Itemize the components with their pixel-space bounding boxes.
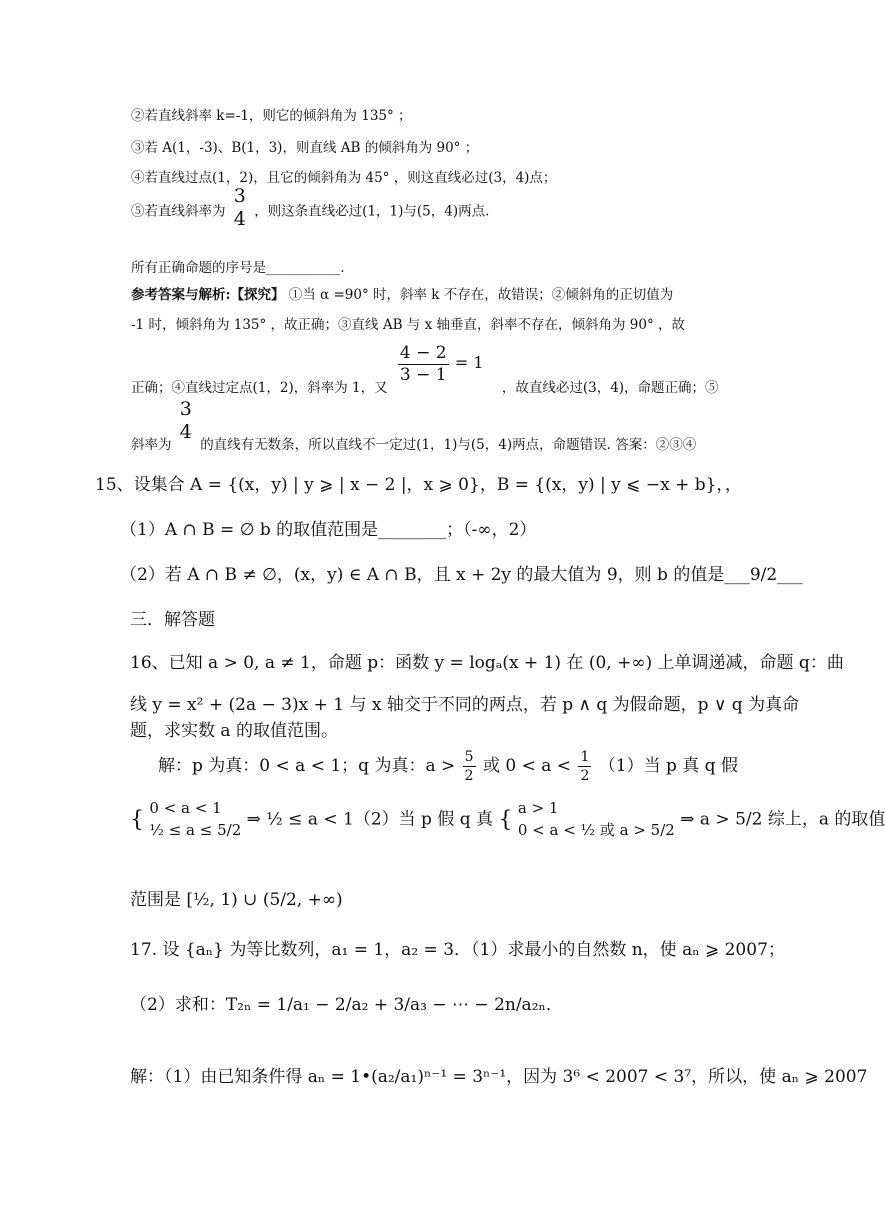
item-5-num: 3 (233, 185, 246, 207)
q16-line-2: 线 y = x² + (2a − 3)x + 1 与 x 轴交于不同的两点，若 p ∧ q 为假命题，p ∨ q 为真命 (130, 695, 800, 715)
answer-fraction-den: 3 − 1 (399, 365, 447, 385)
section-heading: 三．解答题 (130, 610, 215, 630)
answer-fraction (398, 345, 449, 384)
answer-text-3-pre: 正确；④直线过定点(1，2)，斜率为 1，又 (131, 380, 388, 396)
answer-line-1 (131, 283, 673, 303)
q16-frac-1-den: 2 (464, 768, 474, 784)
q16-brace-1-open: { (130, 807, 144, 833)
answer-line-4-num: 3 (179, 398, 192, 420)
item-5-fraction (232, 187, 248, 229)
q16-solution-1 (158, 750, 738, 783)
q16-brace-2-bottom: 0 < a < ½ 或 a > 5/2 (517, 820, 675, 839)
q16-frac-2-den: 2 (580, 768, 590, 784)
q16-line-3: 题，求实数 a 的取值范围。 (130, 721, 338, 741)
q16-solution-3: 范围是 [½, 1) ∪ (5/2, +∞) (130, 890, 343, 910)
answer-text-1: ①当 α =90° 时，斜率 k 不存在，故错误；②倾斜角的正切值为 (284, 287, 674, 303)
answer-line-4 (131, 398, 697, 453)
answer-fraction-num: 4 − 2 (399, 343, 447, 363)
answer-text-3-post: ，故直线必过(3，4)，命题正确；⑤ (501, 380, 719, 396)
q17-line-3: 解：（1）由已知条件得 aₙ = 1•(a₂/a₁)ⁿ⁻¹ = 3ⁿ⁻¹，因为 3⁶ < 2007 < 3⁷，所以，使 aₙ ⩾ 2007 (130, 1067, 868, 1087)
q17-line-2: （2）求和：T₂ₙ = 1/a₁ − 2/a₂ + 3/a₃ − ⋯ − 2n/a₂ₙ． (130, 995, 563, 1015)
item-4: ④若直线过点(1，2)，且它的倾斜角为 45° ，则这直线必过(3，4)点； (131, 170, 557, 186)
item-2: ②若直线斜率 k=-1，则它的倾斜角为 135° ； (131, 108, 412, 124)
item-3: ③若 A(1，-3)、B(1，3)，则直线 AB 的倾斜角为 90° ； (131, 140, 479, 156)
answer-fraction-eq: = 1 (454, 353, 484, 372)
q16-sol-pre: 解：p 为真：0 < a < 1；q 为真：a > (158, 756, 456, 776)
q15-part-2: （2）若 A ∩ B ≠ ∅，(x，y) ∈ A ∩ B，且 x + 2y 的最大值为 9，则 b 的值是___9/2___ (120, 565, 803, 585)
item-5-pre: ⑤若直线斜率为 (131, 203, 226, 220)
q16-sol-post: （1）当 p 真 q 假 (598, 756, 738, 776)
q16-sol-mid: 或 0 < a < (482, 756, 572, 776)
q16-sol-2b: ⇒ a > 5/2 综上，a 的取值 (680, 809, 885, 830)
answer-line-3 (131, 343, 719, 396)
q16-brace-1-bottom: ½ ≤ a ≤ 5/2 (149, 820, 242, 839)
q16-brace-2 (518, 798, 675, 842)
q17-line-1: 17. 设 {aₙ} 为等比数列，a₁ = 1，a₂ = 3．（1）求最小的自然数 n，使 aₙ ⩾ 2007； (130, 940, 785, 960)
answer-line-4-fraction (178, 400, 194, 442)
answer-text-4-post: 的直线有无数条，所以直线不一定过(1，1)与(5，4)两点，命题错误. 答案：②③④ (200, 436, 697, 453)
q16-frac-1 (463, 750, 476, 783)
q16-brace-1-top: 0 < a < 1 (149, 799, 222, 817)
q16-brace-2-open: { (498, 807, 513, 833)
item-5-den: 4 (233, 208, 246, 230)
q16-sol-2a: ⇒ ½ ≤ a < 1（2）当 p 假 q 真 (246, 809, 494, 830)
q16-frac-2-num: 1 (580, 749, 590, 765)
item-5-post: ，则这条直线必过(1，1)与(5，4)两点. (254, 203, 490, 220)
q16-brace-2-top: a > 1 (517, 799, 559, 817)
q16-brace-1 (149, 798, 241, 842)
q16-frac-2 (578, 750, 591, 783)
answer-line-2: -1 时，倾斜角为 135° ，故正确；③直线 AB 与 x 轴垂直，斜率不存在，倾斜角为 90° ，故 (131, 317, 686, 333)
answer-line-4-den: 4 (179, 421, 192, 443)
correct-prompt: 所有正确命题的序号是___________. (131, 260, 345, 276)
answer-text-4-pre: 斜率为 (131, 436, 172, 453)
answer-label: 参考答案与解析:【探究】 (131, 287, 285, 303)
item-5 (131, 185, 490, 230)
q15-heading: 15、设集合 A = {(x，y) | y ⩾ | x − 2 |，x ⩾ 0}，B = {(x，y) | y ⩽ −x + b}，， (95, 475, 742, 495)
q16-frac-1-num: 5 (464, 749, 474, 765)
q15-part-1: （1）A ∩ B = ∅ b 的取值范围是________；（-∞，2） (120, 520, 537, 540)
q16-solution-2 (130, 798, 885, 842)
q16-line-1: 16、已知 a > 0, a ≠ 1，命题 p：函数 y = logₐ(x + 1) 在 (0, +∞) 上单调递减，命题 q：曲 (130, 653, 844, 673)
